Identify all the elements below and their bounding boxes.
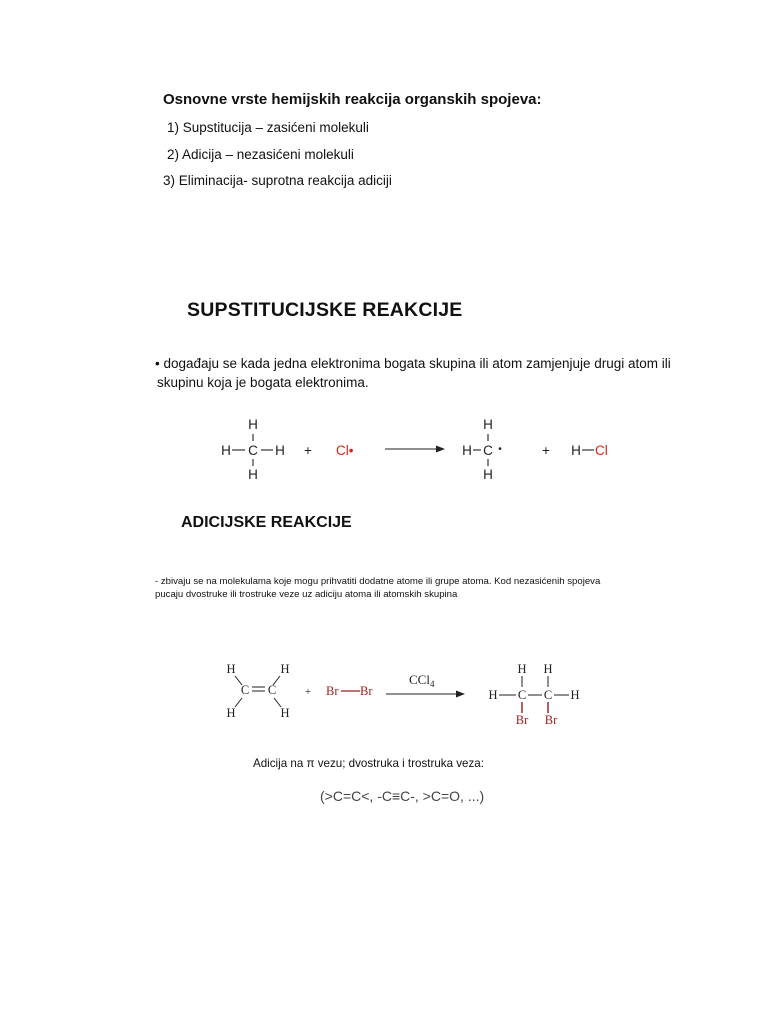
atom-h: H — [275, 443, 285, 458]
plus-sign: + — [304, 443, 312, 458]
atom-h: H — [543, 662, 553, 676]
substitution-equation — [215, 412, 625, 488]
atom-c: C — [543, 688, 553, 702]
atom-h: H — [248, 417, 258, 432]
atom-c: C — [248, 443, 258, 458]
list-item: 2) Adicija – nezasićeni molekuli — [167, 147, 354, 162]
list-item: 1) Supstitucija – zasićeni molekuli — [167, 120, 369, 135]
atom-br: Br — [544, 713, 558, 727]
chlorine-radical: Cl• — [336, 443, 354, 458]
atom-h: H — [221, 443, 231, 458]
atom-h: H — [226, 662, 236, 676]
list-item: 3) Eliminacija- suprotna reakcija adiciji — [163, 173, 392, 188]
atom-c: C — [483, 443, 493, 458]
substitution-description: • događaju se kada jedna elektronima bogata skupina ili atom zamjenjuje drugi atom ili skupinu koja je bogata elektronima. — [155, 356, 671, 390]
atom-h: H — [488, 688, 498, 702]
atom-h: H — [483, 417, 493, 432]
atom-br: Br — [360, 684, 373, 698]
atom-c: C — [267, 683, 277, 697]
addition-description: - zbivaju se na molekulama koje mogu prihvatiti dodatne atome ili grupe atoma. Kod nezasićenih spojeva pucaju dvostruke ili trostruke veze uz adiciju atoma ili atomskih skupina — [155, 576, 601, 600]
addition-title: ADICIJSKE REAKCIJE — [181, 514, 352, 531]
atom-h: H — [226, 706, 236, 720]
atom-h: H — [248, 467, 258, 482]
atom-c: C — [517, 688, 527, 702]
intro-title: Osnovne vrste hemijskih reakcija organskih spojeva: — [163, 91, 542, 108]
plus-sign: + — [542, 443, 550, 458]
atom-h: H — [462, 443, 472, 458]
plus-sign: + — [304, 686, 312, 698]
atom-h: H — [570, 688, 580, 702]
substitution-title: SUPSTITUCIJSKE REAKCIJE — [187, 299, 463, 321]
atom-br: Br — [326, 684, 339, 698]
atom-cl: Cl — [595, 443, 608, 458]
atom-c: C — [240, 683, 250, 697]
atom-h: H — [280, 662, 290, 676]
pi-bond-caption: Adicija na π vezu; dvostruka i trostruka veza: — [253, 757, 484, 770]
bond-formula: (>C=C<, -C≡C-, >C=O, ...) — [320, 788, 485, 804]
atom-br: Br — [515, 713, 529, 727]
atom-h: H — [483, 467, 493, 482]
atom-h: H — [280, 706, 290, 720]
atom-h: H — [571, 443, 581, 458]
catalyst-label: CCl$_4$ — [409, 672, 435, 689]
addition-equation — [218, 656, 590, 730]
radical-dot: • — [498, 444, 502, 455]
atom-h: H — [517, 662, 527, 676]
